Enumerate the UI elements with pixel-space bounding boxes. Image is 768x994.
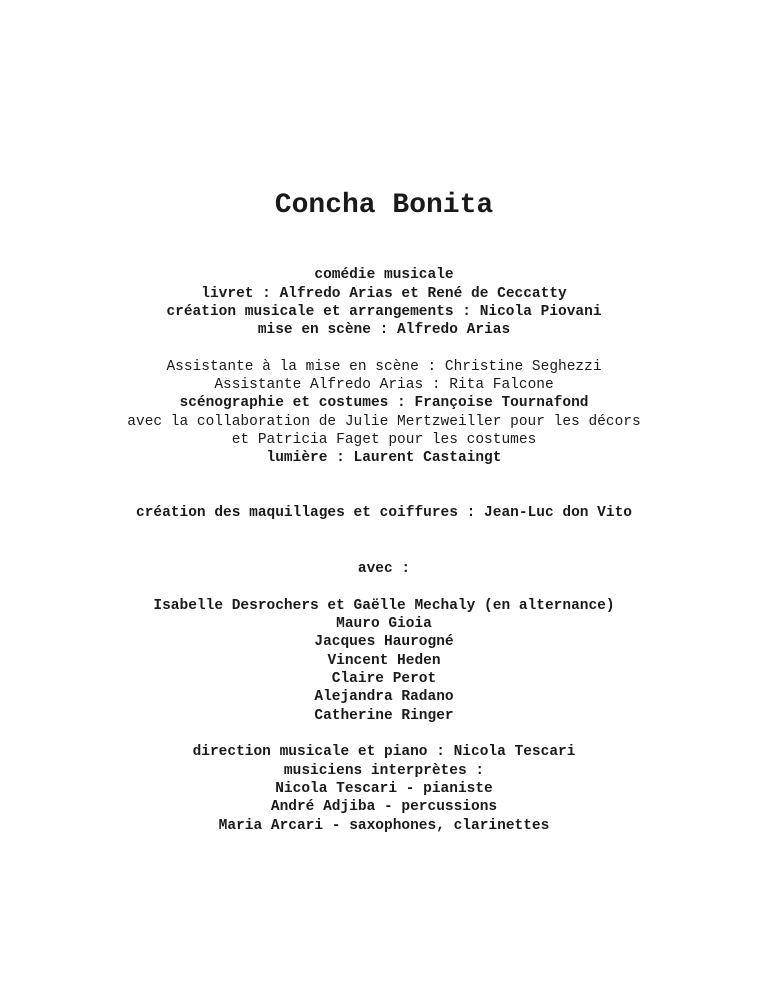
musicians-heading: musiciens interprètes : [283,763,485,779]
music-direction-line: direction musicale et piano : Nicola Tescari [192,744,576,760]
genre-line: comédie musicale [314,267,454,283]
cast-member: Catherine Ringer [314,708,454,724]
musician: Nicola Tescari - pianiste [275,781,493,797]
collaboration-line-2: et Patricia Faget pour les costumes [231,432,537,448]
musician: André Adjiba - percussions [270,799,498,815]
cast-heading: avec : [357,561,411,577]
cast-member: Isabelle Desrochers et Gaëlle Mechaly (en alternance) [153,598,615,614]
cast-member: Alejandra Radano [314,689,454,705]
assistant-arias-line: Assistante Alfredo Arias : Rita Falcone [214,377,554,393]
makeup-line: création des maquillages et coiffures : Jean-Luc don Vito [136,505,632,521]
livret-line: livret : Alfredo Arias et René de Ceccatty [201,286,567,302]
cast-member: Claire Perot [331,671,437,687]
cast-member: Mauro Gioia [336,616,432,632]
assistant-staging-line: Assistante à la mise en scène : Christine Seghezzi [166,359,602,375]
cast-member: Jacques Haurogné [314,634,454,650]
page-title: Concha Bonita [274,190,494,221]
cast-member: Vincent Heden [327,653,441,669]
musician: Maria Arcari - saxophones, clarinettes [218,818,550,834]
scenography-line: scénographie et costumes : Françoise Tournafond [179,395,589,411]
staging-line: mise en scène : Alfredo Arias [257,322,511,338]
collaboration-line-1: avec la collaboration de Julie Mertzweiller pour les décors [127,414,641,430]
lighting-line: lumière : Laurent Castaingt [266,450,502,466]
music-creation-line: création musicale et arrangements : Nicola Piovani [166,304,602,320]
